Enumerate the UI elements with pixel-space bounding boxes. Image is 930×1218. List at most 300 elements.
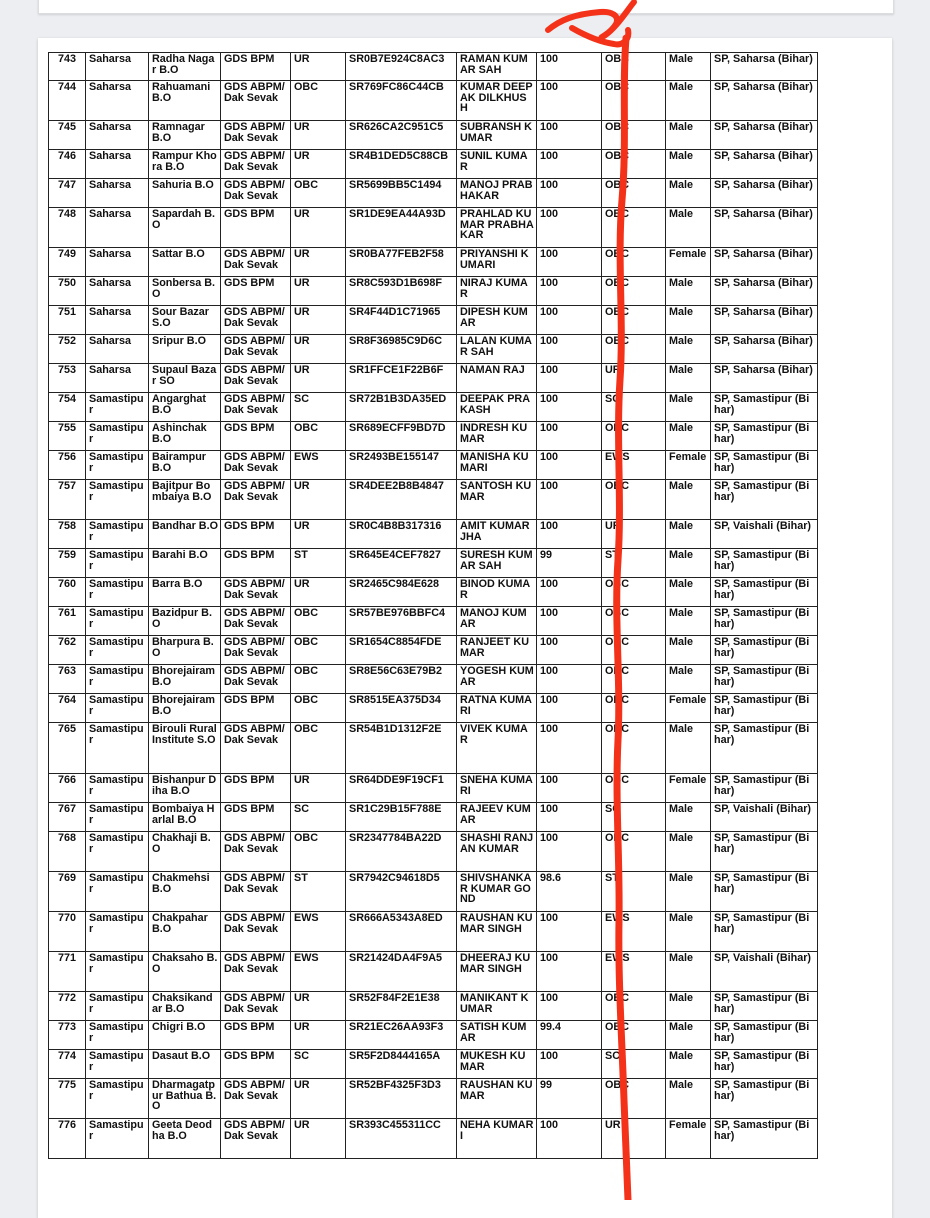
- cell-marks: 100: [537, 150, 602, 179]
- cell-community: OBC: [602, 121, 666, 150]
- cell-marks: 100: [537, 952, 602, 992]
- cell-name: RAUSHAN KUMAR SINGH: [457, 912, 537, 952]
- cell-post: GDS BPM: [221, 277, 291, 306]
- cell-category: UR: [291, 1021, 346, 1050]
- cell-gender: Male: [666, 872, 711, 912]
- cell-name: SUNIL KUMAR: [457, 150, 537, 179]
- table-row: [49, 393, 818, 422]
- cell-reg-no: SR4DEE2B8B4847: [346, 480, 457, 520]
- cell-office: Bharpura B.O: [149, 636, 221, 665]
- cell-district: Samastipur: [86, 607, 149, 636]
- cell-marks: 100: [537, 121, 602, 150]
- table-row: [49, 549, 818, 578]
- cell-gender: Male: [666, 912, 711, 952]
- cell-post: GDS BPM: [221, 422, 291, 451]
- cell-community: OBC: [602, 774, 666, 803]
- cell-marks: 100: [537, 723, 602, 774]
- cell-division: SP, Samastipur (Bihar): [711, 694, 818, 723]
- cell-community: UR: [602, 520, 666, 549]
- cell-division: SP, Saharsa (Bihar): [711, 121, 818, 150]
- cell-division: SP, Saharsa (Bihar): [711, 248, 818, 277]
- cell-division: SP, Samastipur (Bihar): [711, 723, 818, 774]
- table-row: [49, 1079, 818, 1119]
- cell-reg-no: SR5699BB5C1494: [346, 179, 457, 208]
- cell-community: EWS: [602, 451, 666, 480]
- cell-marks: 100: [537, 306, 602, 335]
- cell-category: SC: [291, 393, 346, 422]
- cell-division: SP, Samastipur (Bihar): [711, 774, 818, 803]
- cell-office: Barra B.O: [149, 578, 221, 607]
- table-row: [49, 607, 818, 636]
- cell-district: Samastipur: [86, 1021, 149, 1050]
- cell-marks: 100: [537, 364, 602, 393]
- cell-gender: Male: [666, 578, 711, 607]
- cell-category: ST: [291, 549, 346, 578]
- cell-district: Samastipur: [86, 636, 149, 665]
- cell-reg-no: SR21424DA4F9A5: [346, 952, 457, 992]
- table-row: [49, 306, 818, 335]
- cell-community: OBC: [602, 248, 666, 277]
- cell-office: Supaul Bazar SO: [149, 364, 221, 393]
- cell-no: 770: [49, 912, 86, 952]
- cell-gender: Male: [666, 549, 711, 578]
- cell-name: RAUSHAN KUMAR: [457, 1079, 537, 1119]
- cell-community: OBC: [602, 607, 666, 636]
- cell-name: DHEERAJ KUMAR SINGH: [457, 952, 537, 992]
- cell-name: LALAN KUMAR SAH: [457, 335, 537, 364]
- cell-division: SP, Vaishali (Bihar): [711, 952, 818, 992]
- cell-name: YOGESH KUMAR: [457, 665, 537, 694]
- cell-reg-no: SR54B1D1312F2E: [346, 723, 457, 774]
- cell-division: SP, Saharsa (Bihar): [711, 81, 818, 121]
- cell-no: 772: [49, 992, 86, 1021]
- cell-reg-no: SR0C4B8B317316: [346, 520, 457, 549]
- cell-gender: Male: [666, 179, 711, 208]
- cell-marks: 100: [537, 1119, 602, 1159]
- cell-reg-no: SR0BA77FEB2F58: [346, 248, 457, 277]
- cell-gender: Male: [666, 952, 711, 992]
- cell-gender: Male: [666, 636, 711, 665]
- cell-office: Ramnagar B.O: [149, 121, 221, 150]
- cell-district: Samastipur: [86, 480, 149, 520]
- cell-reg-no: SR393C455311CC: [346, 1119, 457, 1159]
- cell-name: MANIKANT KUMAR: [457, 992, 537, 1021]
- table-row: [49, 53, 818, 81]
- cell-category: OBC: [291, 607, 346, 636]
- cell-marks: 100: [537, 578, 602, 607]
- cell-post: GDS ABPM/ Dak Sevak: [221, 952, 291, 992]
- cell-division: SP, Saharsa (Bihar): [711, 277, 818, 306]
- cell-post: GDS ABPM/ Dak Sevak: [221, 393, 291, 422]
- cell-reg-no: SR72B1B3DA35ED: [346, 393, 457, 422]
- cell-office: Bhorejairam B.O: [149, 694, 221, 723]
- cell-office: Sour Bazar S.O: [149, 306, 221, 335]
- cell-marks: 100: [537, 393, 602, 422]
- cell-reg-no: SR2493BE155147: [346, 451, 457, 480]
- table-row: [49, 81, 818, 121]
- cell-post: GDS ABPM/ Dak Sevak: [221, 912, 291, 952]
- cell-no: 765: [49, 723, 86, 774]
- cell-post: GDS ABPM/ Dak Sevak: [221, 723, 291, 774]
- cell-no: 766: [49, 774, 86, 803]
- cell-district: Saharsa: [86, 306, 149, 335]
- cell-division: SP, Saharsa (Bihar): [711, 150, 818, 179]
- cell-category: EWS: [291, 952, 346, 992]
- cell-no: 751: [49, 306, 86, 335]
- table-row: [49, 364, 818, 393]
- cell-community: SC: [602, 1050, 666, 1079]
- cell-no: 762: [49, 636, 86, 665]
- cell-no: 763: [49, 665, 86, 694]
- cell-no: 744: [49, 81, 86, 121]
- cell-no: 748: [49, 208, 86, 248]
- cell-gender: Male: [666, 150, 711, 179]
- cell-name: PRIYANSHI KUMARI: [457, 248, 537, 277]
- cell-district: Samastipur: [86, 872, 149, 912]
- cell-name: PRAHLAD KUMAR PRABHAKAR: [457, 208, 537, 248]
- cell-office: Bombaiya Harlal B.O: [149, 803, 221, 832]
- cell-no: 776: [49, 1119, 86, 1159]
- cell-category: UR: [291, 306, 346, 335]
- previous-page-card: [38, 0, 894, 14]
- cell-district: Samastipur: [86, 520, 149, 549]
- cell-office: Dharmagatpur Bathua B.O: [149, 1079, 221, 1119]
- table-row: [49, 803, 818, 832]
- cell-category: UR: [291, 520, 346, 549]
- cell-office: Chakmehsi B.O: [149, 872, 221, 912]
- cell-community: SC: [602, 803, 666, 832]
- cell-community: ST: [602, 549, 666, 578]
- cell-category: UR: [291, 121, 346, 150]
- cell-marks: 100: [537, 992, 602, 1021]
- cell-district: Saharsa: [86, 81, 149, 121]
- cell-reg-no: SR1DE9EA44A93D: [346, 208, 457, 248]
- cell-category: UR: [291, 248, 346, 277]
- cell-category: SC: [291, 1050, 346, 1079]
- table-row: [49, 277, 818, 306]
- cell-post: GDS ABPM/ Dak Sevak: [221, 1079, 291, 1119]
- cell-community: OBC: [602, 277, 666, 306]
- table-row: [49, 832, 818, 872]
- cell-community: OBC: [602, 306, 666, 335]
- cell-community: ST: [602, 872, 666, 912]
- cell-reg-no: SR52F84F2E1E38: [346, 992, 457, 1021]
- cell-office: Sonbersa B.O: [149, 277, 221, 306]
- cell-marks: 100: [537, 694, 602, 723]
- cell-gender: Male: [666, 364, 711, 393]
- cell-marks: 99.4: [537, 1021, 602, 1050]
- cell-no: 761: [49, 607, 86, 636]
- table-row: [49, 121, 818, 150]
- cell-office: Chakpahar B.O: [149, 912, 221, 952]
- cell-no: 774: [49, 1050, 86, 1079]
- table-row: [49, 422, 818, 451]
- cell-division: SP, Vaishali (Bihar): [711, 803, 818, 832]
- cell-marks: 100: [537, 335, 602, 364]
- cell-name: NAMAN RAJ: [457, 364, 537, 393]
- cell-post: GDS BPM: [221, 549, 291, 578]
- cell-office: Sripur B.O: [149, 335, 221, 364]
- table-row: [49, 451, 818, 480]
- cell-district: Samastipur: [86, 803, 149, 832]
- cell-no: 764: [49, 694, 86, 723]
- table-row: [49, 335, 818, 364]
- cell-office: Bairampur B.O: [149, 451, 221, 480]
- cell-reg-no: SR1654C8854FDE: [346, 636, 457, 665]
- cell-office: Angarghat B.O: [149, 393, 221, 422]
- cell-district: Samastipur: [86, 1079, 149, 1119]
- cell-gender: Male: [666, 208, 711, 248]
- cell-community: OBC: [602, 179, 666, 208]
- cell-category: OBC: [291, 636, 346, 665]
- cell-reg-no: SR769FC86C44CB: [346, 81, 457, 121]
- cell-category: OBC: [291, 81, 346, 121]
- cell-post: GDS ABPM/ Dak Sevak: [221, 636, 291, 665]
- cell-name: DIPESH KUMAR: [457, 306, 537, 335]
- cell-gender: Male: [666, 723, 711, 774]
- cell-division: SP, Samastipur (Bihar): [711, 912, 818, 952]
- cell-name: MANISHA KUMARI: [457, 451, 537, 480]
- cell-division: SP, Samastipur (Bihar): [711, 422, 818, 451]
- cell-name: DEEPAK PRAKASH: [457, 393, 537, 422]
- cell-office: Bazidpur B.O: [149, 607, 221, 636]
- cell-marks: 100: [537, 179, 602, 208]
- cell-no: 757: [49, 480, 86, 520]
- cell-division: SP, Samastipur (Bihar): [711, 1119, 818, 1159]
- cell-marks: 100: [537, 832, 602, 872]
- cell-community: OBC: [602, 578, 666, 607]
- cell-name: VIVEK KUMAR: [457, 723, 537, 774]
- cell-post: GDS BPM: [221, 53, 291, 81]
- cell-reg-no: SR0B7E924C8AC3: [346, 53, 457, 81]
- cell-division: SP, Saharsa (Bihar): [711, 53, 818, 81]
- cell-marks: 100: [537, 803, 602, 832]
- cell-division: SP, Samastipur (Bihar): [711, 578, 818, 607]
- cell-no: 754: [49, 393, 86, 422]
- table-row: [49, 636, 818, 665]
- cell-post: GDS BPM: [221, 520, 291, 549]
- cell-no: 768: [49, 832, 86, 872]
- cell-gender: Male: [666, 607, 711, 636]
- cell-district: Samastipur: [86, 774, 149, 803]
- cell-office: Chaksaho B.O: [149, 952, 221, 992]
- cell-post: GDS BPM: [221, 1021, 291, 1050]
- cell-community: UR: [602, 364, 666, 393]
- cell-reg-no: SR645E4CEF7827: [346, 549, 457, 578]
- cell-office: Bandhar B.O: [149, 520, 221, 549]
- cell-district: Samastipur: [86, 393, 149, 422]
- cell-name: NEHA KUMARI: [457, 1119, 537, 1159]
- cell-division: SP, Samastipur (Bihar): [711, 451, 818, 480]
- cell-division: SP, Saharsa (Bihar): [711, 306, 818, 335]
- cell-name: MUKESH KUMAR: [457, 1050, 537, 1079]
- cell-post: GDS ABPM/ Dak Sevak: [221, 832, 291, 872]
- cell-reg-no: SR7942C94618D5: [346, 872, 457, 912]
- cell-office: Chigri B.O: [149, 1021, 221, 1050]
- cell-district: Samastipur: [86, 451, 149, 480]
- cell-name: RAMAN KUMAR SAH: [457, 53, 537, 81]
- cell-no: 775: [49, 1079, 86, 1119]
- cell-gender: Male: [666, 335, 711, 364]
- cell-district: Saharsa: [86, 277, 149, 306]
- table-row: [49, 1050, 818, 1079]
- cell-district: Saharsa: [86, 121, 149, 150]
- cell-no: 771: [49, 952, 86, 992]
- cell-division: SP, Samastipur (Bihar): [711, 1079, 818, 1119]
- cell-marks: 100: [537, 480, 602, 520]
- cell-post: GDS ABPM/ Dak Sevak: [221, 150, 291, 179]
- cell-office: Barahi B.O: [149, 549, 221, 578]
- cell-division: SP, Saharsa (Bihar): [711, 364, 818, 393]
- cell-reg-no: SR1FFCE1F22B6F: [346, 364, 457, 393]
- cell-office: Chakhaji B.O: [149, 832, 221, 872]
- cell-reg-no: SR666A5343A8ED: [346, 912, 457, 952]
- table-row: [49, 952, 818, 992]
- cell-division: SP, Samastipur (Bihar): [711, 832, 818, 872]
- cell-name: INDRESH KUMAR: [457, 422, 537, 451]
- cell-category: ST: [291, 872, 346, 912]
- cell-division: SP, Vaishali (Bihar): [711, 520, 818, 549]
- cell-post: GDS BPM: [221, 1050, 291, 1079]
- cell-marks: 100: [537, 607, 602, 636]
- cell-community: OBC: [602, 335, 666, 364]
- cell-district: Samastipur: [86, 912, 149, 952]
- cell-gender: Male: [666, 1021, 711, 1050]
- cell-office: Birouli Rural Institute S.O: [149, 723, 221, 774]
- table-row: [49, 1119, 818, 1159]
- cell-name: BINOD KUMAR: [457, 578, 537, 607]
- cell-category: UR: [291, 150, 346, 179]
- cell-office: Rampur Khora B.O: [149, 150, 221, 179]
- cell-name: MANOJ PRABHAKAR: [457, 179, 537, 208]
- cell-district: Saharsa: [86, 335, 149, 364]
- cell-community: EWS: [602, 912, 666, 952]
- cell-division: SP, Saharsa (Bihar): [711, 335, 818, 364]
- cell-category: UR: [291, 480, 346, 520]
- cell-gender: Male: [666, 803, 711, 832]
- cell-post: GDS ABPM/ Dak Sevak: [221, 451, 291, 480]
- cell-gender: Male: [666, 1079, 711, 1119]
- cell-division: SP, Samastipur (Bihar): [711, 1050, 818, 1079]
- cell-gender: Female: [666, 694, 711, 723]
- cell-division: SP, Samastipur (Bihar): [711, 665, 818, 694]
- cell-post: GDS BPM: [221, 694, 291, 723]
- cell-category: SC: [291, 803, 346, 832]
- cell-reg-no: SR8F36985C9D6C: [346, 335, 457, 364]
- cell-gender: Male: [666, 53, 711, 81]
- cell-category: OBC: [291, 723, 346, 774]
- cell-name: KUMAR DEEPAK DILKHUSH: [457, 81, 537, 121]
- cell-post: GDS ABPM/ Dak Sevak: [221, 121, 291, 150]
- cell-name: SHIVSHANKAR KUMAR GOND: [457, 872, 537, 912]
- cell-gender: Female: [666, 248, 711, 277]
- table-row: [49, 872, 818, 912]
- cell-post: GDS ABPM/ Dak Sevak: [221, 1119, 291, 1159]
- cell-name: SUBRANSH KUMAR: [457, 121, 537, 150]
- cell-no: 746: [49, 150, 86, 179]
- cell-category: UR: [291, 1119, 346, 1159]
- table-row: [49, 694, 818, 723]
- cell-post: GDS ABPM/ Dak Sevak: [221, 872, 291, 912]
- cell-division: SP, Samastipur (Bihar): [711, 992, 818, 1021]
- cell-division: SP, Samastipur (Bihar): [711, 1021, 818, 1050]
- cell-no: 752: [49, 335, 86, 364]
- table-row: [49, 992, 818, 1021]
- cell-marks: 100: [537, 665, 602, 694]
- cell-post: GDS ABPM/ Dak Sevak: [221, 81, 291, 121]
- cell-name: SNEHA KUMARI: [457, 774, 537, 803]
- cell-gender: Male: [666, 306, 711, 335]
- cell-post: GDS ABPM/ Dak Sevak: [221, 364, 291, 393]
- cell-category: EWS: [291, 912, 346, 952]
- cell-marks: 100: [537, 774, 602, 803]
- cell-district: Saharsa: [86, 364, 149, 393]
- cell-no: 753: [49, 364, 86, 393]
- table-row: [49, 208, 818, 248]
- cell-marks: 100: [537, 248, 602, 277]
- cell-community: SC: [602, 393, 666, 422]
- cell-category: OBC: [291, 832, 346, 872]
- cell-marks: 100: [537, 81, 602, 121]
- cell-gender: Male: [666, 422, 711, 451]
- cell-district: Saharsa: [86, 53, 149, 81]
- cell-category: UR: [291, 364, 346, 393]
- cell-gender: Male: [666, 393, 711, 422]
- table-row: [49, 248, 818, 277]
- cell-district: Saharsa: [86, 179, 149, 208]
- cell-district: Samastipur: [86, 992, 149, 1021]
- cell-no: 745: [49, 121, 86, 150]
- cell-gender: Male: [666, 832, 711, 872]
- cell-reg-no: SR2347784BA22D: [346, 832, 457, 872]
- cell-community: OBC: [602, 992, 666, 1021]
- cell-district: Samastipur: [86, 422, 149, 451]
- cell-marks: 100: [537, 520, 602, 549]
- cell-community: OBC: [602, 53, 666, 81]
- cell-reg-no: SR4B1DED5C88CB: [346, 150, 457, 179]
- cell-marks: 99: [537, 549, 602, 578]
- cell-division: SP, Samastipur (Bihar): [711, 393, 818, 422]
- cell-reg-no: SR52BF4325F3D3: [346, 1079, 457, 1119]
- cell-no: 759: [49, 549, 86, 578]
- cell-community: OBC: [602, 665, 666, 694]
- cell-gender: Male: [666, 277, 711, 306]
- cell-district: Saharsa: [86, 208, 149, 248]
- table-row: [49, 912, 818, 952]
- cell-name: SANTOSH KUMAR: [457, 480, 537, 520]
- cell-category: UR: [291, 277, 346, 306]
- cell-name: SURESH KUMAR SAH: [457, 549, 537, 578]
- cell-name: AMIT KUMAR JHA: [457, 520, 537, 549]
- table-row: [49, 1021, 818, 1050]
- cell-community: OBC: [602, 150, 666, 179]
- cell-division: SP, Samastipur (Bihar): [711, 636, 818, 665]
- cell-marks: 100: [537, 277, 602, 306]
- cell-office: Sattar B.O: [149, 248, 221, 277]
- cell-community: OBC: [602, 723, 666, 774]
- cell-post: GDS ABPM/ Dak Sevak: [221, 578, 291, 607]
- cell-category: OBC: [291, 665, 346, 694]
- cell-category: OBC: [291, 694, 346, 723]
- cell-district: Samastipur: [86, 549, 149, 578]
- cell-community: OBC: [602, 832, 666, 872]
- table-row: [49, 578, 818, 607]
- cell-office: Bishanpur Diha B.O: [149, 774, 221, 803]
- cell-reg-no: SR8E56C63E79B2: [346, 665, 457, 694]
- table-row: [49, 774, 818, 803]
- cell-no: 769: [49, 872, 86, 912]
- cell-reg-no: SR8515EA375D34: [346, 694, 457, 723]
